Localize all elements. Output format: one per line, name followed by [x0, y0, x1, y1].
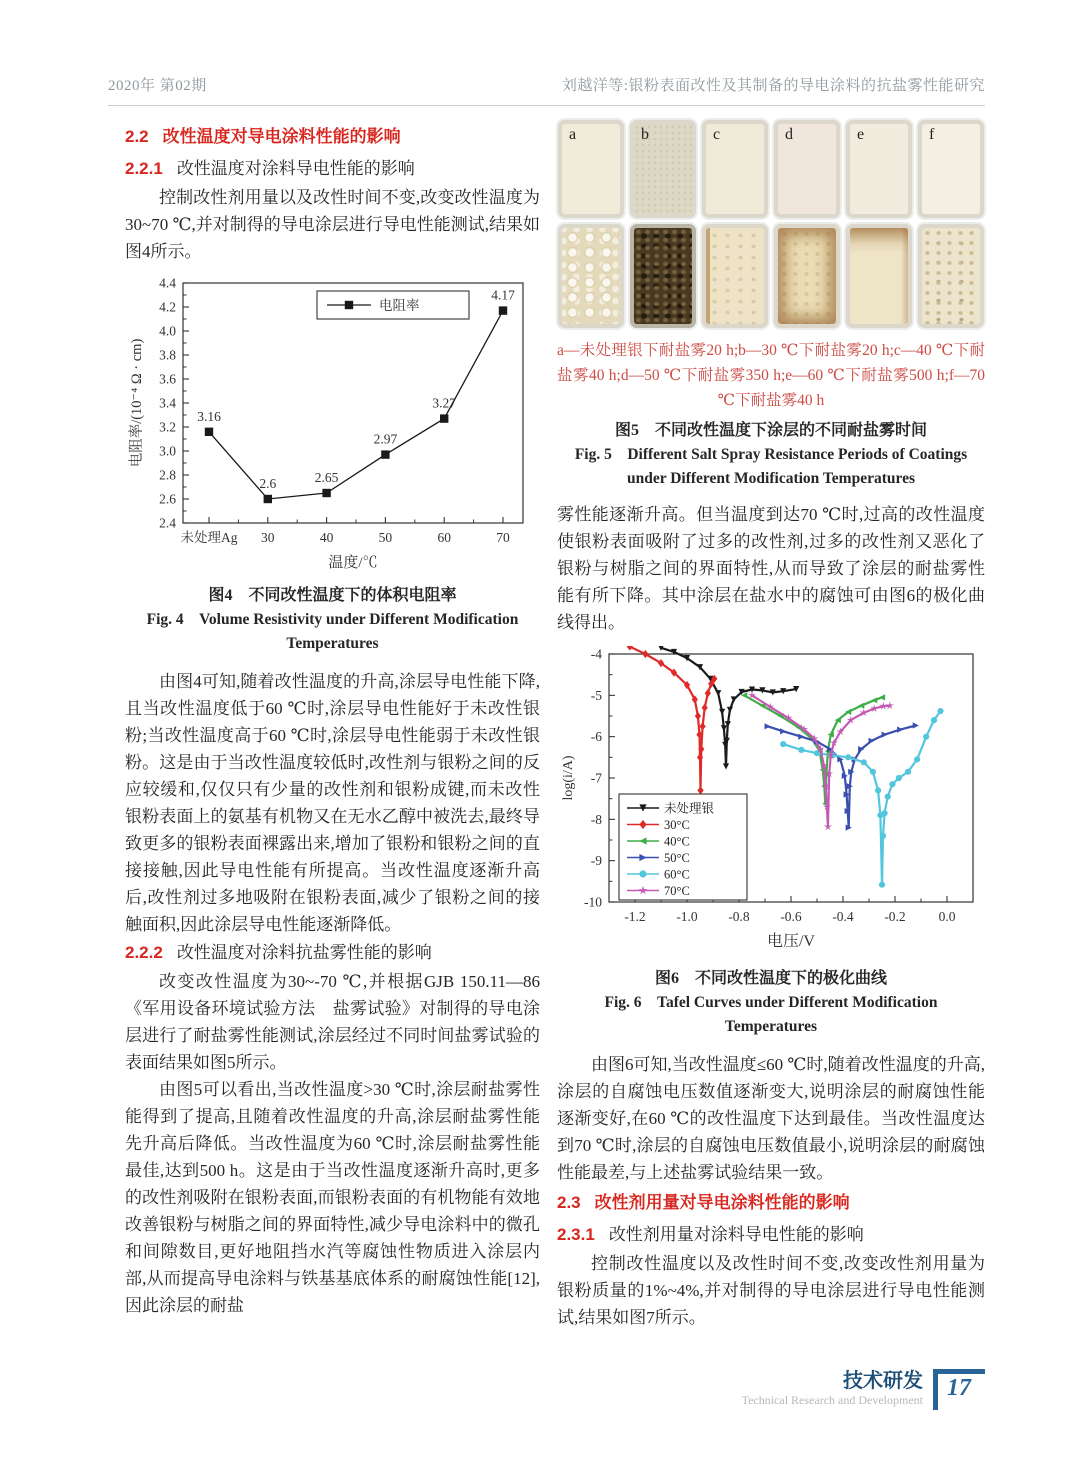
svg-text:2.8: 2.8 — [159, 467, 176, 483]
svg-text:40: 40 — [319, 530, 334, 545]
coating-photo-c-top: c — [702, 120, 768, 218]
figure5-caption-en: Fig. 5 Different Salt Spray Resistance Periods of Coatings under Different Modification Temperatures — [574, 446, 968, 487]
section-heading-2-2-2: 2.2.2 改性温度对涂料抗盐雾性能的影响 — [125, 943, 432, 962]
svg-text:60: 60 — [437, 530, 451, 545]
svg-text:4.0: 4.0 — [159, 323, 176, 339]
page-footer — [742, 1369, 985, 1410]
paragraph-fig6-discussion: 由图6可知,当改性温度≤60 ℃时,随着改性温度的升高,涂层的自腐蚀电压数值逐渐变大,说明涂层的耐腐蚀性能逐渐变好,在60 ℃的改性温度下达到最佳。当改性温度达到70 ℃时,涂层的自腐蚀电压数值最小,说明涂层的耐腐蚀性能最差,与上述盐雾试验结果一致。 — [557, 1055, 985, 1182]
svg-text:2.4: 2.4 — [159, 515, 176, 531]
svg-text:40°C: 40°C — [664, 834, 690, 849]
svg-text:3.2: 3.2 — [159, 419, 176, 435]
svg-text:-7: -7 — [590, 770, 602, 786]
coating-photo-c-corroded — [702, 224, 768, 328]
figure4-caption-zh: 图4 不同改性温度下的体积电阻率 — [208, 587, 457, 604]
svg-text:2.6: 2.6 — [159, 491, 176, 507]
svg-text:温度/℃: 温度/℃ — [328, 555, 378, 571]
paragraph-intro: 控制改性剂用量以及改性时间不变,改变改性温度为30~70 ℃,并对制得的导电涂层进行导电性能测试,结果如图4所示。 — [125, 188, 540, 261]
figure6-caption-zh: 图6 不同改性温度下的极化曲线 — [654, 970, 887, 987]
figure6-caption-en: Fig. 6 Tafel Curves under Different Modification Temperatures — [604, 994, 938, 1035]
coating-photo-a-corroded — [558, 224, 624, 328]
svg-text:-0.6: -0.6 — [780, 909, 802, 924]
figure4-caption-en: Fig. 4 Volume Resistivity under Different Modification Temperatures — [146, 611, 519, 652]
right-column — [557, 120, 985, 1331]
svg-text:-4: -4 — [590, 646, 602, 662]
coating-photo-f-corroded — [918, 224, 984, 328]
svg-text:50: 50 — [378, 530, 393, 545]
coating-photo-d-top: d — [774, 120, 840, 218]
paragraph-2-3-intro: 控制改性温度以及改性时间不变,改变改性剂用量为银粉质量的1%~4%,并对制得的导电涂层进行导电性能测试,结果如图7所示。 — [557, 1254, 985, 1327]
svg-text:-6: -6 — [590, 729, 602, 745]
svg-text:2.6: 2.6 — [259, 476, 277, 491]
coating-photo-d-corroded — [774, 224, 840, 328]
left-column — [125, 120, 540, 1331]
svg-text:3.8: 3.8 — [159, 347, 176, 363]
svg-text:-0.2: -0.2 — [884, 909, 906, 924]
svg-text:-10: -10 — [584, 894, 602, 910]
svg-text:-1.2: -1.2 — [624, 909, 646, 924]
figure4-chart — [125, 275, 540, 580]
svg-text:-0.4: -0.4 — [832, 909, 854, 924]
svg-text:70°C: 70°C — [664, 884, 690, 898]
svg-text:-1.0: -1.0 — [676, 909, 698, 924]
svg-text:未处理银: 未处理银 — [664, 801, 715, 816]
svg-text:-5: -5 — [590, 687, 602, 703]
svg-text:70: 70 — [496, 530, 510, 545]
svg-text:2.65: 2.65 — [314, 470, 339, 485]
section-heading-2-3-1: 2.3.1 改性剂用量对涂料导电性能的影响 — [557, 1225, 864, 1244]
page-number: 17 — [947, 1375, 971, 1401]
coating-photo-f-top: f — [918, 120, 984, 218]
figure5-legend-note: a—未处理银下耐盐雾20 h;b—30 ℃下耐盐雾20 h;c—40 ℃下耐盐雾40 h;d—50 ℃下耐盐雾350 h;e—60 ℃下耐盐雾500 h;f—70 ℃下耐盐雾40 h — [557, 342, 985, 409]
svg-text:电阻率/(10⁻⁴ Ω · cm): 电阻率/(10⁻⁴ Ω · cm) — [129, 338, 145, 468]
coating-photo-e-top: e — [846, 120, 912, 218]
coating-photo-b-top: b — [630, 120, 696, 218]
section-heading-2-3: 2.3 改性剂用量对导电涂料性能的影响 — [557, 1193, 850, 1212]
svg-text:4.2: 4.2 — [159, 299, 176, 315]
svg-text:50°C: 50°C — [664, 851, 690, 865]
footer-section-zh: 技术研发 — [843, 1370, 923, 1392]
figure5-photo-grid — [558, 120, 985, 328]
svg-text:0.0: 0.0 — [938, 909, 956, 924]
issue-label: 2020年 第02期 — [108, 78, 207, 94]
svg-text:-0.8: -0.8 — [728, 909, 750, 924]
page-header — [108, 74, 985, 106]
svg-text:-9: -9 — [590, 853, 602, 869]
svg-text:2.97: 2.97 — [373, 431, 398, 447]
paragraph-method: 改变改性温度为30~-70 ℃,并根据GJB 150.11—86《军用设备环境试验方法 盐雾试验》对制得的导电涂层进行了耐盐雾性能测试,涂层经过不同时间盐雾试验的表面结果如图5所示。 — [125, 972, 540, 1072]
svg-text:3.4: 3.4 — [159, 395, 176, 411]
coating-photo-a-top: a — [558, 120, 624, 218]
section-heading-2-2: 2.2 改性温度对导电涂料性能的影响 — [125, 127, 401, 146]
svg-text:3.6: 3.6 — [159, 371, 176, 387]
svg-text:电压/V: 电压/V — [766, 933, 816, 950]
coating-photo-e-corroded — [846, 224, 912, 328]
svg-text:30°C: 30°C — [664, 818, 690, 832]
svg-text:3.27: 3.27 — [432, 395, 457, 411]
section-heading-2-2-1: 2.2.1 改性温度对涂料导电性能的影响 — [125, 159, 415, 178]
footer-section-en: Technical Research and Development — [741, 1393, 923, 1407]
svg-text:4.17: 4.17 — [491, 287, 515, 303]
coating-photo-b-corroded — [630, 224, 696, 328]
running-title: 刘越洋等:银粉表面改性及其制备的导电涂料的抗盐雾性能研究 — [561, 78, 985, 94]
svg-text:未处理Ag: 未处理Ag — [180, 530, 238, 545]
paragraph-continuation: 雾性能逐渐升高。但当温度到达70 ℃时,过高的改性温度使银粉表面吸附了过多的改性剂,过多的改性剂又恶化了银粉与树脂之间的界面特性,从而导致了涂层的耐盐雾性能有所下降。其中涂层在盐水中的腐蚀可由图6的极化曲线得出。 — [557, 505, 985, 632]
figure6-chart — [557, 646, 985, 963]
svg-text:30: 30 — [261, 530, 275, 545]
svg-text:60°C: 60°C — [664, 867, 690, 882]
paragraph-fig5-discussion: 由图5可以看出,当改性温度>30 ℃时,涂层耐盐雾性能得到了提高,且随着改性温度的升高,涂层耐盐雾性能先升高后降低。当改性温度为60 ℃时,涂层耐盐雾性能最佳,达到500 h。这是由于当改性温度逐渐升高时,更多的改性剂吸附在银粉表面,而银粉表面的有机物能有效地改善银粉与树脂之间的界面特性,减少导电涂料中的微孔和间隙数目,更好地阻挡水汽等腐蚀性物质进入涂层内部,从而提高导电涂料与铁基基底体系的耐腐蚀性能[12],因此涂层的耐盐 — [125, 1080, 540, 1315]
svg-text:3.16: 3.16 — [197, 408, 221, 424]
svg-text:log(i/A): log(i/A) — [561, 755, 576, 801]
paragraph-fig4-analysis: 由图4可知,随着改性温度的升高,涂层导电性能下降,且当改性温度低于60 ℃时,涂层导电性能好于未改性银粉;当改性温度高于60 ℃时,涂层导电性能弱于未改性银粉。这是由于当改性温度较低时,改性剂与银粉之间的反应较缓和,仅仅只有少量的改性剂和银粉成键,而未改性银粉表面上的氨基有机物又在无水乙醇中被洗去,最终导致更多的银粉表面裸露出来,增加了银粉和银粉之间的直接接触,因此导电性能有所提高。当改性温度逐渐升高后,改性剂过多地吸附在银粉表面,减少了银粉之间的接触面积,因此涂层导电性能逐渐降低。 — [125, 672, 540, 934]
figure5-caption-zh: 图5 不同改性温度下涂层的不同耐盐雾时间 — [614, 422, 927, 439]
two-column-body — [125, 120, 985, 1331]
page-number-badge — [933, 1369, 985, 1410]
svg-text:电阻率: 电阻率 — [379, 298, 420, 313]
svg-text:3.0: 3.0 — [159, 443, 176, 459]
svg-text:4.4: 4.4 — [159, 275, 176, 291]
svg-text:-8: -8 — [590, 811, 602, 827]
